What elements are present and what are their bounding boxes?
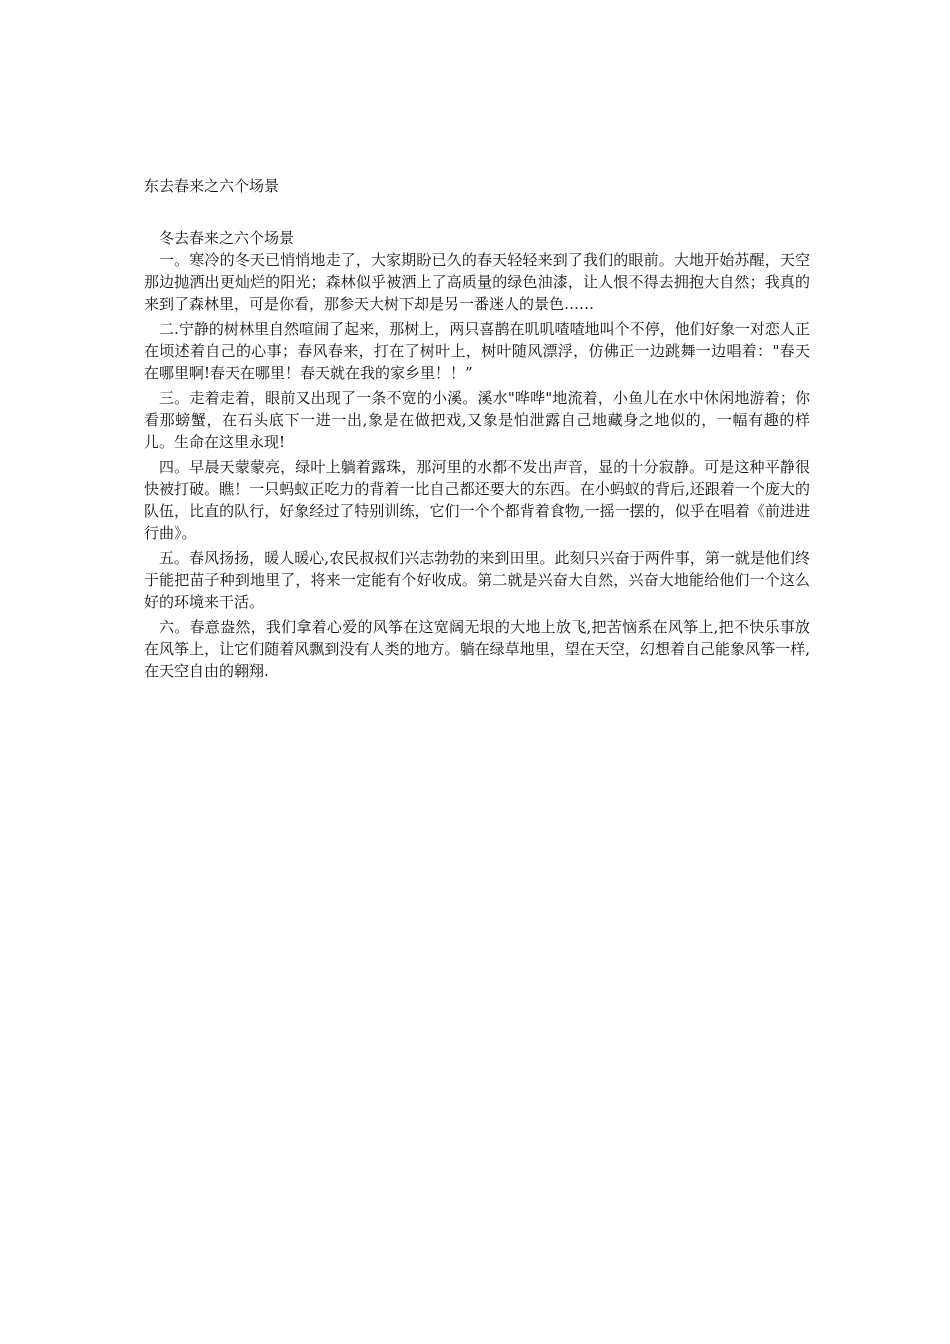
document-title: 东去春来之六个场景 (144, 177, 280, 195)
paragraph-3: 三。走着走着，眼前又出现了一条不宽的小溪。溪水"哗哗"地流着，小鱼儿在水中休闲地游着；你看那螃蟹，在石头底下一进一出,象是在做把戏,又象是怕泄露自己地藏身之地似的，一幅有趣的样儿。生命在这里永现! (144, 389, 810, 451)
document-subtitle: 冬去春来之六个场景 (159, 229, 295, 247)
paragraph-1: 一。寒冷的冬天已悄悄地走了，大家期盼已久的春天轻轻来到了我们的眼前。大地开始苏醒，天空那边抛洒出更灿烂的阳光；森林似乎被洒上了高质量的绿色油漆，让人恨不得去拥抱大自然；我真的来到了森林里，可是你看，那参天大树下却是另一番迷人的景色…… (144, 251, 810, 313)
paragraph-6: 六。春意盎然，我们拿着心爱的风筝在这宽阔无垠的大地上放飞,把苦恼系在风筝上,把不快乐事放在风筝上，让它们随着风飘到没有人类的地方。躺在绿草地里，望在天空，幻想着自己能象风筝一样,在天空自由的翱翔. (144, 618, 810, 680)
document-page (144, 176, 810, 685)
paragraph-2: 二.宁静的树林里自然喧闹了起来，那树上，两只喜鹊在叽叽喳喳地叫个不停，他们好象一对恋人正在顷述着自己的心事；春风春来，打在了树叶上，树叶随风漂浮，仿佛正一边跳舞一边唱着："春天在哪里啊!春天在哪里！春天就在我的家乡里！！” (144, 320, 810, 382)
paragraph-5: 五。春风扬扬，暖人暖心,农民叔叔们兴志勃勃的来到田里。此刻只兴奋于两件事，第一就是他们终于能把苗子种到地里了，将来一定能有个好收成。第二就是兴奋大自然，兴奋大地能给他们一个这么好的环境来干活。 (144, 549, 810, 611)
paragraph-4: 四。早晨天蒙蒙亮，绿叶上躺着露珠，那河里的水都不发出声音，显的十分寂静。可是这种平静很快被打破。瞧！一只蚂蚁正吃力的背着一比自己都还要大的东西。在小蚂蚁的背后,还跟着一个庞大的队伍，比直的队行，好象经过了特别训练，它们一个个都背着食物,一摇一摆的，似乎在唱着《前进进行曲》。 (144, 458, 810, 542)
